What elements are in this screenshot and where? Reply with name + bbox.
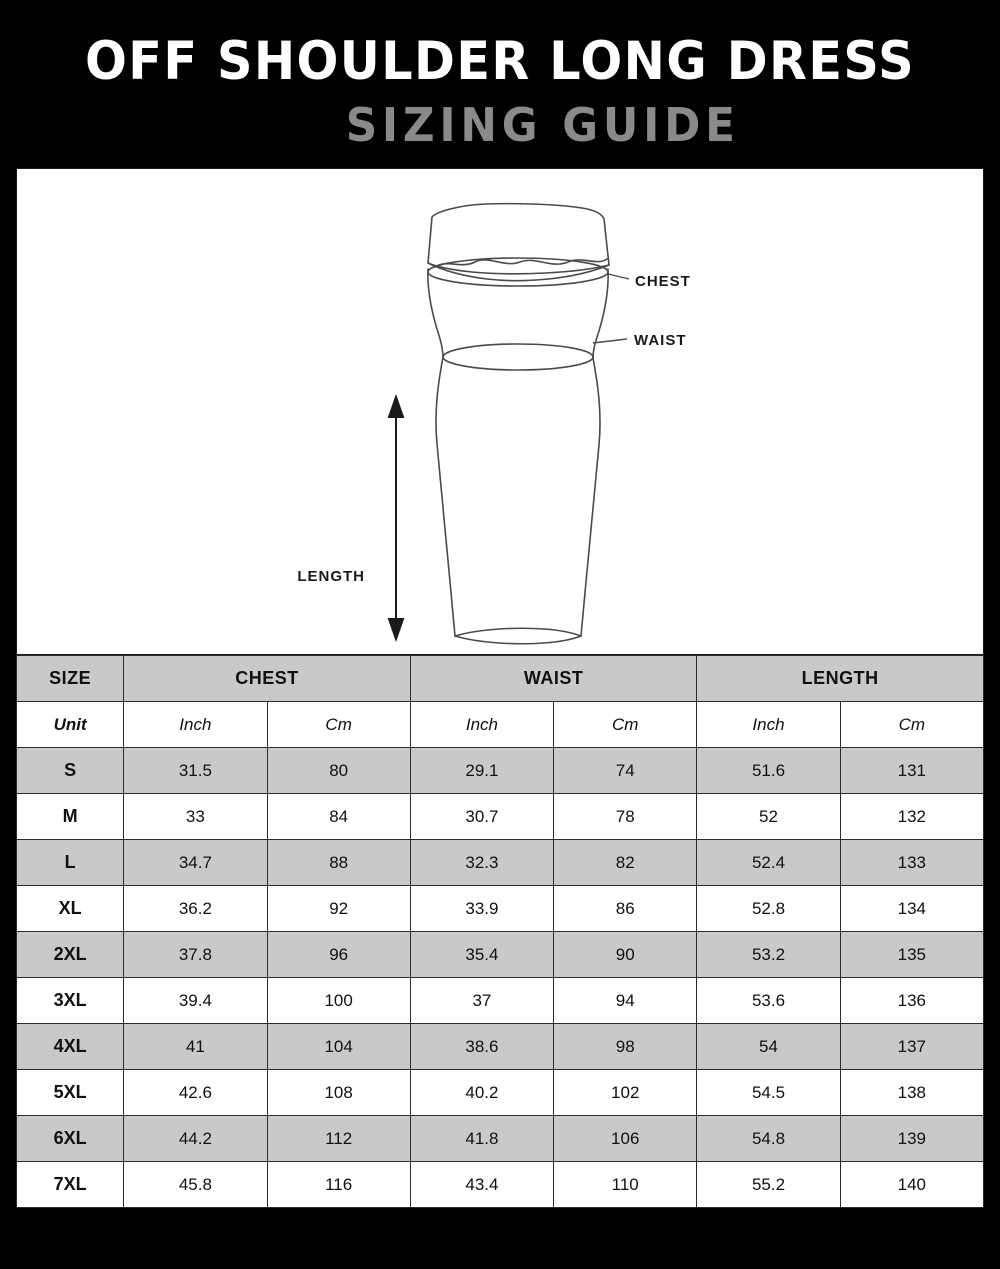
table-row — [17, 840, 984, 886]
row-chest-cm: 84 — [267, 794, 410, 840]
row-waist-cm: 86 — [554, 886, 697, 932]
row-waist-cm: 106 — [554, 1116, 697, 1162]
row-chest-inch: 31.5 — [124, 748, 267, 794]
table-body — [17, 702, 984, 1208]
row-chest-cm: 104 — [267, 1024, 410, 1070]
row-chest-inch: 41 — [124, 1024, 267, 1070]
row-length-cm: 135 — [840, 932, 983, 978]
row-length-inch: 51.6 — [697, 748, 840, 794]
dress-diagram — [17, 169, 985, 654]
row-waist-cm: 82 — [554, 840, 697, 886]
row-length-inch: 54 — [697, 1024, 840, 1070]
row-length-inch: 52 — [697, 794, 840, 840]
row-waist-inch: 33.9 — [410, 886, 553, 932]
row-length-cm: 134 — [840, 886, 983, 932]
row-length-inch: 54.5 — [697, 1070, 840, 1116]
row-chest-inch: 36.2 — [124, 886, 267, 932]
row-waist-inch: 35.4 — [410, 932, 553, 978]
row-length-inch: 53.6 — [697, 978, 840, 1024]
row-length-cm: 140 — [840, 1162, 983, 1208]
row-waist-inch: 30.7 — [410, 794, 553, 840]
row-size: XL — [17, 886, 124, 932]
row-chest-inch: 33 — [124, 794, 267, 840]
unit-waist-cm: Cm — [554, 702, 697, 748]
row-chest-cm: 112 — [267, 1116, 410, 1162]
length-arrow-icon — [389, 397, 403, 639]
row-waist-cm: 102 — [554, 1070, 697, 1116]
chest-leader-line — [608, 274, 629, 279]
col-header-chest: CHEST — [124, 656, 411, 702]
header-row — [17, 656, 984, 702]
row-waist-inch: 38.6 — [410, 1024, 553, 1070]
row-length-cm: 138 — [840, 1070, 983, 1116]
row-waist-inch: 43.4 — [410, 1162, 553, 1208]
row-length-cm: 133 — [840, 840, 983, 886]
row-chest-inch: 44.2 — [124, 1116, 267, 1162]
unit-label: Unit — [17, 702, 124, 748]
row-length-cm: 132 — [840, 794, 983, 840]
col-header-size: SIZE — [17, 656, 124, 702]
row-chest-inch: 37.8 — [124, 932, 267, 978]
row-waist-cm: 110 — [554, 1162, 697, 1208]
row-length-inch: 52.4 — [697, 840, 840, 886]
row-chest-cm: 92 — [267, 886, 410, 932]
row-chest-inch: 39.4 — [124, 978, 267, 1024]
row-waist-cm: 74 — [554, 748, 697, 794]
row-chest-cm: 100 — [267, 978, 410, 1024]
row-chest-inch: 42.6 — [124, 1070, 267, 1116]
unit-waist-inch: Inch — [410, 702, 553, 748]
page-title: OFF SHOULDER LONG DRESS — [84, 31, 916, 92]
table-row — [17, 886, 984, 932]
unit-chest-inch: Inch — [124, 702, 267, 748]
row-length-cm: 136 — [840, 978, 983, 1024]
unit-length-cm: Cm — [840, 702, 983, 748]
row-waist-inch: 29.1 — [410, 748, 553, 794]
table-row — [17, 794, 984, 840]
table-row — [17, 1162, 984, 1208]
row-size: L — [17, 840, 124, 886]
row-size: 2XL — [17, 932, 124, 978]
waist-label: WAIST — [634, 332, 687, 350]
row-chest-inch: 34.7 — [124, 840, 267, 886]
row-waist-cm: 90 — [554, 932, 697, 978]
row-waist-cm: 98 — [554, 1024, 697, 1070]
size-chart-table — [16, 655, 984, 1208]
table-row — [17, 1116, 984, 1162]
row-chest-cm: 96 — [267, 932, 410, 978]
row-waist-cm: 94 — [554, 978, 697, 1024]
unit-row — [17, 702, 984, 748]
row-size: 6XL — [17, 1116, 124, 1162]
unit-length-inch: Inch — [697, 702, 840, 748]
row-waist-cm: 78 — [554, 794, 697, 840]
waist-leader-line — [593, 339, 627, 343]
unit-chest-cm: Cm — [267, 702, 410, 748]
row-length-inch: 52.8 — [697, 886, 840, 932]
row-waist-inch: 40.2 — [410, 1070, 553, 1116]
row-length-inch: 55.2 — [697, 1162, 840, 1208]
garment-diagram-panel — [16, 168, 984, 655]
row-size: 4XL — [17, 1024, 124, 1070]
table-row — [17, 978, 984, 1024]
col-header-length: LENGTH — [697, 656, 984, 702]
row-length-cm: 131 — [840, 748, 983, 794]
table-row — [17, 748, 984, 794]
row-waist-inch: 32.3 — [410, 840, 553, 886]
size-table-wrap — [16, 655, 984, 1208]
col-header-waist: WAIST — [410, 656, 697, 702]
row-chest-inch: 45.8 — [124, 1162, 267, 1208]
row-size: M — [17, 794, 124, 840]
header — [0, 0, 1000, 168]
table-row — [17, 1024, 984, 1070]
table-row — [17, 1070, 984, 1116]
chest-label: CHEST — [635, 273, 691, 291]
page-subtitle: SIZING GUIDE — [345, 97, 740, 152]
row-length-cm: 137 — [840, 1024, 983, 1070]
row-chest-cm: 108 — [267, 1070, 410, 1116]
row-length-inch: 54.8 — [697, 1116, 840, 1162]
row-waist-inch: 37 — [410, 978, 553, 1024]
length-label: LENGTH — [297, 568, 365, 586]
row-size: 3XL — [17, 978, 124, 1024]
row-length-cm: 139 — [840, 1116, 983, 1162]
row-chest-cm: 88 — [267, 840, 410, 886]
table-head — [17, 656, 984, 702]
table-row — [17, 932, 984, 978]
row-size: 7XL — [17, 1162, 124, 1208]
row-length-inch: 53.2 — [697, 932, 840, 978]
row-chest-cm: 116 — [267, 1162, 410, 1208]
row-size: 5XL — [17, 1070, 124, 1116]
row-size: S — [17, 748, 124, 794]
row-waist-inch: 41.8 — [410, 1116, 553, 1162]
row-chest-cm: 80 — [267, 748, 410, 794]
